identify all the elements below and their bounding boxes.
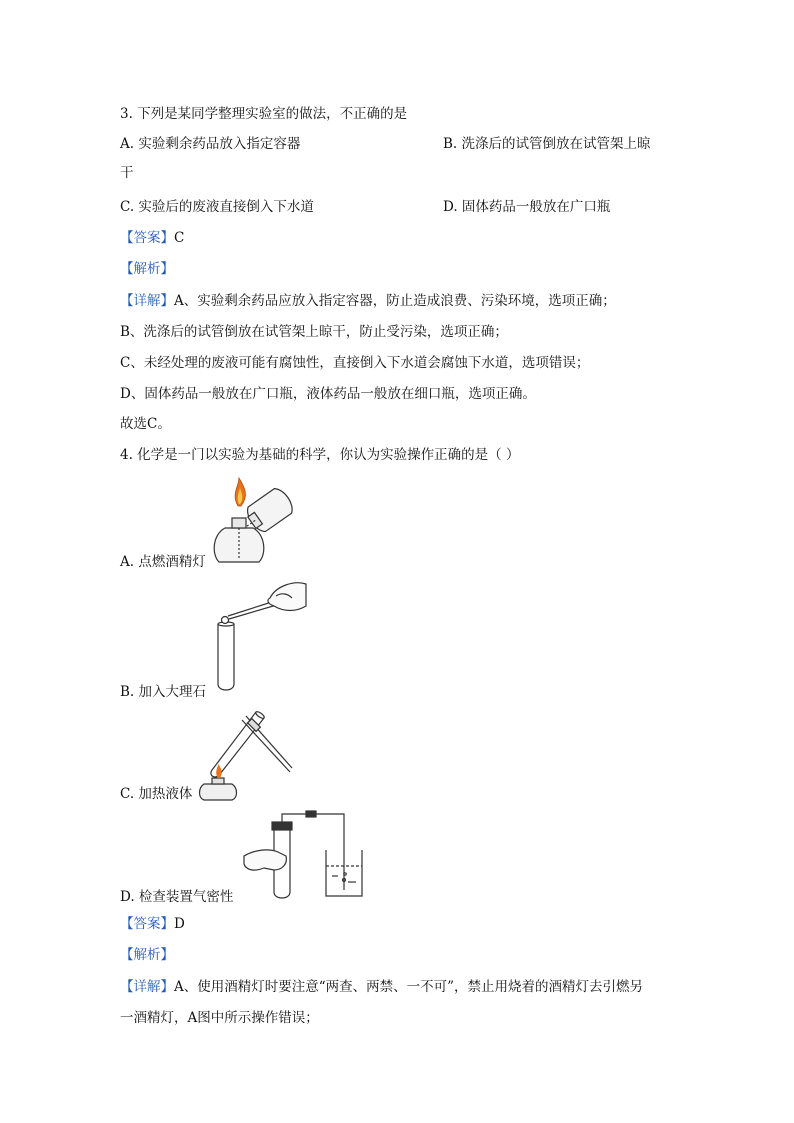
figure-heating-liquid <box>196 706 296 802</box>
q3-option-a: A. 实验剩余药品放入指定容器 <box>120 136 301 152</box>
q3-option-b: B. 洗涤后的试管倒放在试管架上晾 <box>443 136 651 152</box>
q4-option-b: B. 加入大理石 <box>120 684 207 700</box>
q4-stem: 4. 化学是一门以实验为基础的科学，你认为实验操作正确的是（ ） <box>120 447 520 463</box>
figure-adding-marble <box>212 576 308 694</box>
figure-lighting-alcohol-lamp <box>205 476 297 572</box>
q3-detail-line-3: C、未经处理的废液可能有腐蚀性，直接倒入下水道会腐蚀下水道，选项错误； <box>120 355 590 371</box>
q4-analysis-tag: 【解析】 <box>120 947 174 963</box>
detail-tag: 【详解】 <box>120 979 174 995</box>
q3-answer-line <box>120 228 184 248</box>
q3-option-d: D. 固体药品一般放在广口瓶 <box>443 199 611 215</box>
q3-conclusion: 故选C。 <box>120 416 171 432</box>
q4-answer-line <box>120 914 185 934</box>
q4-detail-line-2: 一酒精灯，A图中所示操作错误； <box>120 1010 319 1026</box>
q4-option-d: D. 检查装置气密性 <box>120 889 234 905</box>
q4-answer: D <box>174 916 185 932</box>
figure-airtightness-check <box>240 810 370 902</box>
q4-option-a: A. 点燃酒精灯 <box>120 554 206 570</box>
q4-detail-line-1 <box>120 977 643 997</box>
detail-text: A、使用酒精灯时要注意“两查、两禁、一不可”，禁止用烧着的酒精灯去引燃另 <box>174 979 644 995</box>
q3-analysis-tag: 【解析】 <box>120 261 174 277</box>
q3-answer: C <box>174 230 185 246</box>
q4-option-c: C. 加热液体 <box>120 786 193 802</box>
q3-option-c: C. 实验后的废液直接倒入下水道 <box>120 199 314 215</box>
detail-tag: 【详解】 <box>120 293 174 309</box>
q3-stem: 3. 下列是某同学整理实验室的做法，不正确的是 <box>120 106 408 122</box>
q3-detail-line-2: B、洗涤后的试管倒放在试管架上晾干，防止受污染，选项正确； <box>120 324 508 340</box>
answer-tag: 【答案】 <box>120 916 174 932</box>
q3-detail-line-1 <box>120 291 616 311</box>
detail-text: A、实验剩余药品应放入指定容器，防止造成浪费、污染环境，选项正确； <box>174 293 616 309</box>
q3-detail-line-4: D、固体药品一般放在广口瓶，液体药品一般放在细口瓶，选项正确。 <box>120 386 536 402</box>
q3-option-b-wrap: 干 <box>120 165 134 181</box>
answer-tag: 【答案】 <box>120 230 174 246</box>
